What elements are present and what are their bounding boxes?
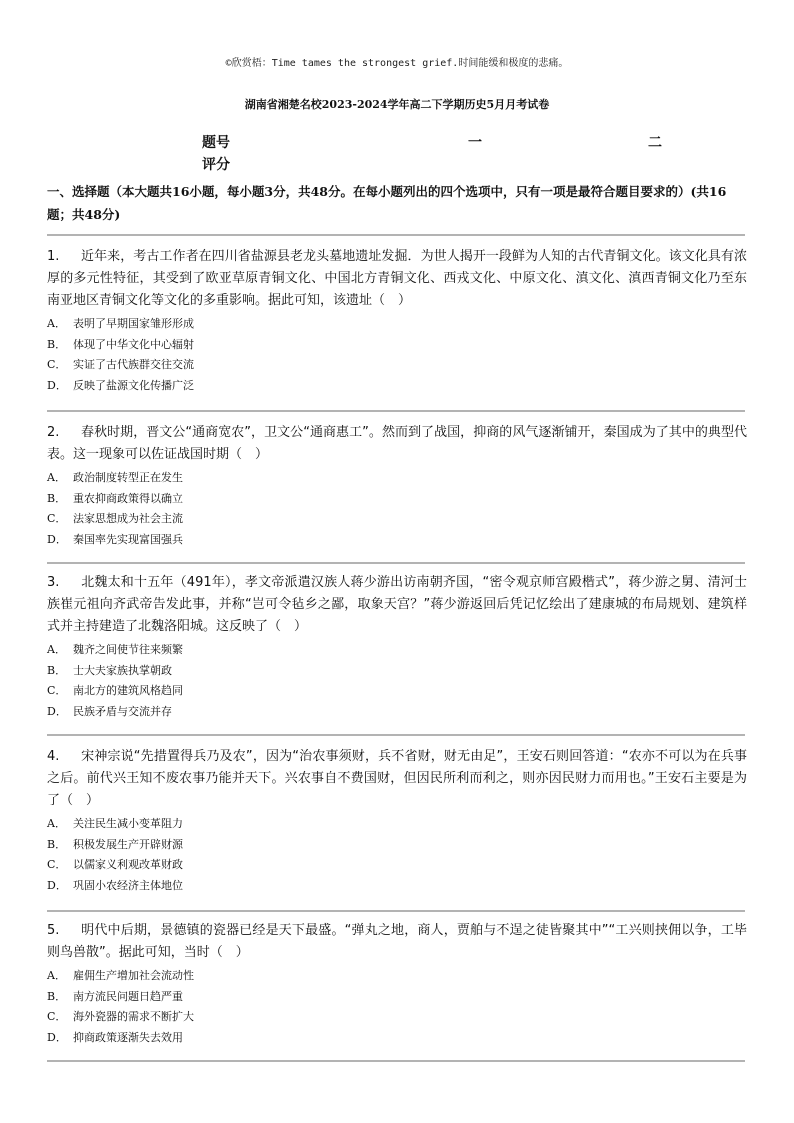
option-list (47, 314, 747, 396)
question-stem (47, 246, 747, 312)
question-3 (47, 572, 747, 722)
question-text: 宋神宗说“先措置得兵乃及农”，因为“治农事须财，兵不省财，财无由足”，王安石则回答道：“农亦不可以为在兵事之后。前代兴王知不废农事乃能并天下。兴农事自不费国财，但因民所利而利之，则亦因民财力而用也。”王安石主要是为了（ ） (47, 749, 747, 808)
question-stem (47, 920, 747, 964)
option-letter: C． (47, 858, 67, 871)
option-text: 南北方的建筑风格趋同 (73, 684, 183, 697)
option-list (47, 814, 747, 896)
option-text: 雇佣生产增加社会流动性 (73, 969, 194, 982)
option-letter: C． (47, 358, 67, 371)
option-text: 秦国率先实现富国强兵 (73, 532, 183, 546)
question-4 (47, 746, 747, 896)
divider (47, 410, 745, 412)
question-number: 1. (47, 249, 60, 264)
section-heading: 一、选择题（本大题共16小题，每小题3分，共48分。在每小题列出的四个选项中，只有一项是最符合题目要求的）(共16题；共48分) (47, 184, 727, 222)
option-letter: C． (47, 684, 67, 697)
question-number: 5. (47, 923, 60, 938)
option-letter: B． (47, 837, 67, 851)
option-list (47, 640, 747, 722)
option-text: 实证了古代族群交往交流 (73, 358, 194, 371)
option-c[interactable] (47, 355, 747, 376)
score-col-1: 一 (468, 135, 482, 151)
option-text: 积极发展生产开辟财源 (73, 837, 183, 851)
option-d[interactable] (47, 376, 747, 397)
option-text: 政治制度转型正在发生 (73, 471, 183, 484)
option-text: 反映了盐源文化传播广泛 (73, 378, 194, 392)
option-text: 抑商政策逐渐失去效用 (73, 1030, 183, 1044)
option-d[interactable] (47, 876, 747, 897)
option-letter: B． (47, 491, 67, 505)
option-letter: D． (47, 378, 67, 392)
score-label-score: 评分 (202, 157, 230, 173)
option-letter: D． (47, 878, 67, 892)
question-text: 北魏太和十五年（491年），孝文帝派遣汉族人蒋少游出访南朝齐国，“密令观京师宫殿楷式”，蒋少游之舅、清河士族崔元祖向齐武帝告发此事，并称“岂可令毡乡之鄙，取象天宫？”蒋少游返回后凭记忆绘出了建康城的布局规划、建筑样式并主持建造了北魏洛阳城。这反映了（ ） (47, 575, 747, 634)
option-text: 重农抑商政策得以确立 (73, 491, 183, 505)
score-label-question-no: 题号 (202, 135, 230, 151)
option-a[interactable] (47, 314, 747, 335)
option-letter: B． (47, 663, 67, 677)
option-text: 士大夫家族执掌朝政 (73, 663, 172, 677)
option-text: 巩固小农经济主体地位 (73, 878, 183, 892)
option-a[interactable] (47, 640, 747, 661)
option-list (47, 468, 747, 550)
option-d[interactable] (47, 1028, 747, 1049)
option-a[interactable] (47, 814, 747, 835)
option-a[interactable] (47, 468, 747, 489)
option-b[interactable] (47, 335, 747, 356)
option-text: 表明了早期国家雏形形成 (73, 317, 194, 330)
option-letter: A． (47, 471, 66, 484)
option-list (47, 966, 747, 1048)
option-d[interactable] (47, 530, 747, 551)
option-b[interactable] (47, 835, 747, 856)
option-a[interactable] (47, 966, 747, 987)
score-col-2: 二 (648, 135, 662, 151)
option-text: 民族矛盾与交流并存 (73, 704, 172, 718)
option-letter: A． (47, 817, 66, 830)
option-letter: A． (47, 643, 66, 656)
option-letter: B． (47, 337, 67, 351)
option-letter: A． (47, 317, 66, 330)
divider (47, 1060, 745, 1062)
question-text: 近年来，考古工作者在四川省盐源县老龙头墓地遗址发掘．为世人揭开一段鲜为人知的古代青铜文化。该文化具有浓厚的多元性特征，其受到了欧亚草原青铜文化、中国北方青铜文化、西戎文化、中原文化、滇文化、滇西青铜文化乃至东南亚地区青铜文化等文化的多重影响。据此可知，该遗址（ ） (47, 249, 747, 308)
divider (47, 562, 745, 564)
watermark-text: ©欣赏梧：Time tames the strongest grief.时间能缓和极度的悲痛。 (225, 58, 569, 69)
question-stem (47, 746, 747, 812)
option-letter: A． (47, 969, 66, 982)
divider (47, 734, 745, 736)
option-text: 南方流民问题日趋严重 (73, 989, 183, 1003)
question-text: 明代中后期，景德镇的瓷器已经是天下最盛。“弹丸之地，商人，贾舶与不逞之徒皆聚其中”“工兴则挟佣以争，工毕则鸟兽散”。据此可知，当时（ ） (47, 923, 747, 960)
divider (47, 234, 745, 236)
option-b[interactable] (47, 987, 747, 1008)
option-d[interactable] (47, 702, 747, 723)
option-text: 魏齐之间使节往来频繁 (73, 643, 183, 656)
question-number: 3. (47, 575, 60, 590)
question-stem (47, 572, 747, 638)
option-c[interactable] (47, 1007, 747, 1028)
option-letter: D． (47, 532, 67, 546)
option-c[interactable] (47, 509, 747, 530)
question-text: 春秋时期，晋文公“通商宽农”，卫文公“通商惠工”。然而到了战国，抑商的风气逐渐铺开，秦国成为了其中的典型代表。这一现象可以佐证战国时期（ ） (47, 425, 747, 462)
option-b[interactable] (47, 489, 747, 510)
score-table (200, 132, 680, 176)
option-letter: C． (47, 1010, 67, 1023)
option-c[interactable] (47, 855, 747, 876)
question-stem (47, 422, 747, 466)
exam-title: 湖南省湘楚名校2023-2024学年高二下学期历史5月月考试卷 (244, 98, 550, 111)
question-number: 2. (47, 425, 60, 440)
option-text: 以儒家义利观改革财政 (73, 858, 183, 871)
option-text: 海外瓷器的需求不断扩大 (73, 1010, 194, 1023)
option-letter: D． (47, 704, 67, 718)
option-letter: B． (47, 989, 67, 1003)
option-c[interactable] (47, 681, 747, 702)
question-5 (47, 920, 747, 1048)
score-header-row (200, 132, 680, 154)
option-letter: D． (47, 1030, 67, 1044)
question-number: 4. (47, 749, 60, 764)
option-text: 体现了中华文化中心辐射 (73, 337, 194, 351)
divider (47, 910, 745, 912)
score-value-row (200, 154, 680, 176)
question-2 (47, 422, 747, 550)
option-text: 关注民生减小变革阻力 (73, 817, 183, 830)
option-text: 法家思想成为社会主流 (73, 512, 183, 525)
question-1 (47, 246, 747, 396)
option-letter: C． (47, 512, 67, 525)
option-b[interactable] (47, 661, 747, 682)
